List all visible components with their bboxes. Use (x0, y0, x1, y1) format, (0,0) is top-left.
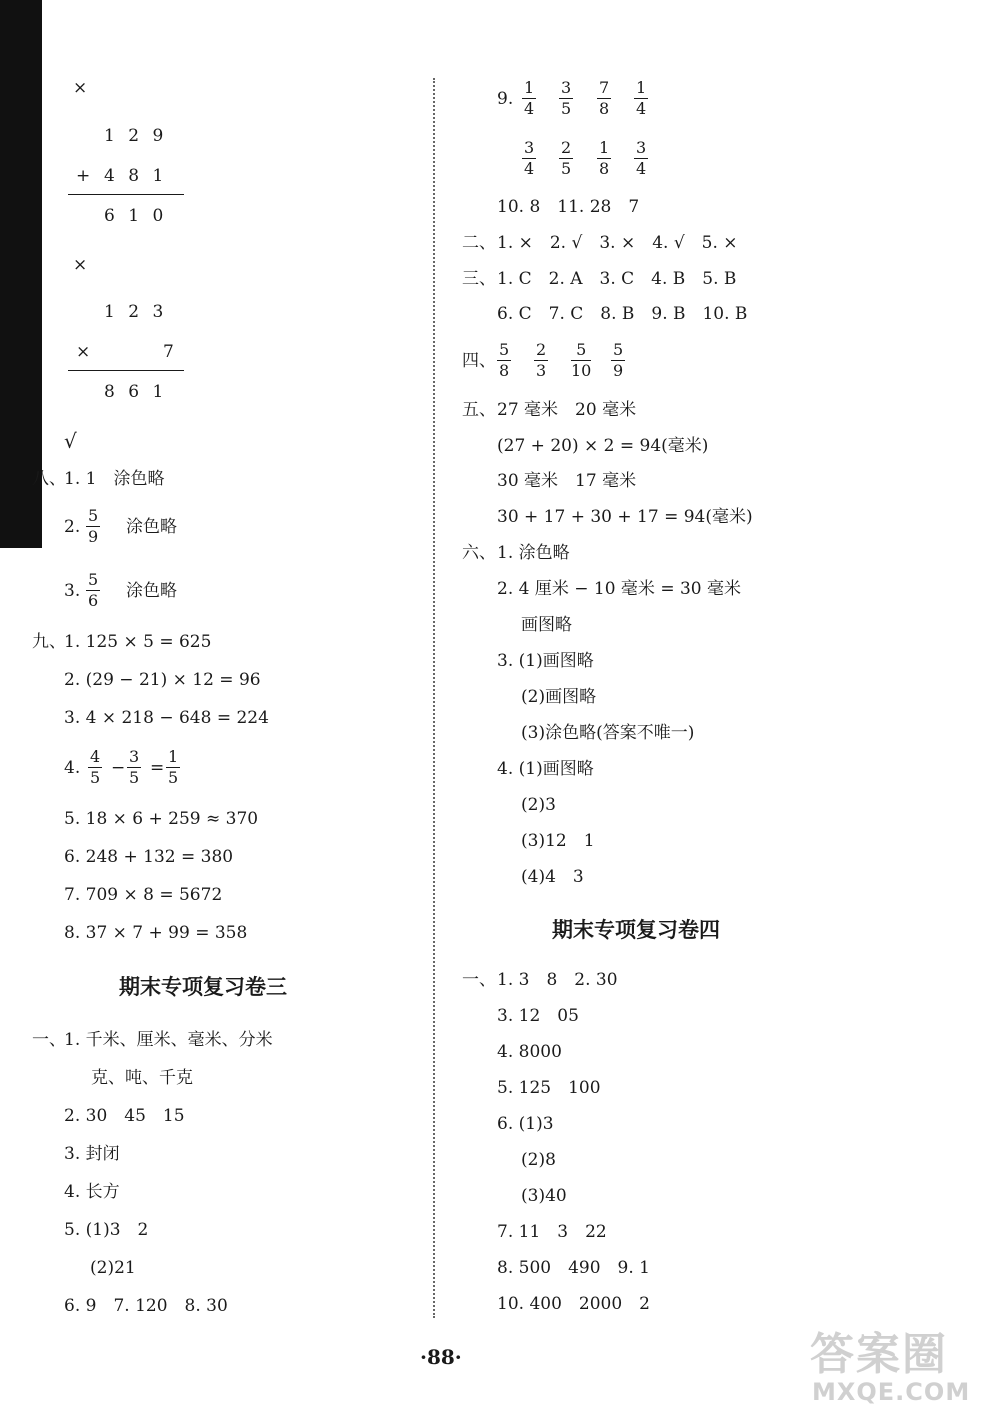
answer-line: (2)3 (521, 795, 556, 815)
calc1-row2: 4 8 1 (104, 166, 168, 186)
answer-line: 1. C 2. A 3. C 4. B 5. B (497, 269, 737, 289)
column-divider (433, 78, 435, 1318)
answer-line: 7. 11 3 22 (497, 1222, 607, 1242)
answer-line: 4. 8000 (497, 1042, 562, 1062)
page-number: ·88· (420, 1345, 462, 1369)
answer-text: 涂色略 (126, 517, 177, 537)
minus-sign: − (111, 758, 126, 778)
answer-line: 6. 248 + 132 = 380 (64, 847, 234, 867)
exam3-title: 期末专项复习卷三 (119, 975, 287, 999)
equals-sign: = (150, 758, 165, 778)
answer-line: 1. 涂色略 (497, 543, 570, 563)
fraction: $\frac{1}{4}$ (636, 78, 647, 118)
section-label: 三、 (462, 269, 496, 289)
answer-line: 4. (1)画图略 (497, 759, 594, 779)
section-label: 八、 (32, 469, 66, 489)
answer-line: 2. 30 45 15 (64, 1106, 185, 1126)
answer-line: 1. × 2. √ 3. × 4. √ 5. × (497, 233, 738, 253)
calc1-row1: 1 2 9 (104, 126, 168, 146)
answer-line: 1. 3 8 2. 30 (497, 970, 618, 990)
calc1-line (68, 194, 184, 195)
section-label: 四、 (462, 351, 496, 371)
fraction: $\frac{5}{8}$ (499, 340, 510, 380)
answer-line: 6. (1)3 (497, 1114, 554, 1134)
fraction: $\frac{3}{5}$ (561, 78, 572, 118)
section-label: 一、 (462, 970, 496, 990)
fraction: $\frac{3}{4}$ (636, 138, 647, 178)
fraction: $\frac{5}{10}$ (571, 340, 592, 380)
answer-line: 3. 封闭 (64, 1144, 120, 1164)
section-label: 九、 (32, 632, 66, 652)
calc2-line (68, 370, 184, 371)
answer-line: (3)40 (521, 1186, 567, 1206)
calc2-result: 8 6 1 (104, 382, 168, 402)
answer-line: 10. 8 11. 28 7 (497, 197, 640, 217)
answer-line: 5. 18 × 6 + 259 ≈ 370 (64, 809, 259, 829)
answer-line: 10. 400 2000 2 (497, 1294, 650, 1314)
answer-line: 3. (1)画图略 (497, 651, 594, 671)
answer-line: 8. 37 × 7 + 99 = 358 (64, 923, 248, 943)
answer-line: (2)画图略 (521, 687, 597, 707)
answer-line: 27 毫米 20 毫米 (497, 400, 637, 420)
answer-line: 6. 9 7. 120 8. 30 (64, 1296, 228, 1316)
answer-line: 4. 长方 (64, 1182, 120, 1202)
answer-line: (3)12 1 (521, 831, 595, 851)
fraction: $\frac{1}{8}$ (599, 138, 610, 178)
calc2-row2: 7 (163, 342, 174, 362)
calc2-operator: × (76, 342, 91, 362)
answer-line: 8. 500 490 9. 1 (497, 1258, 650, 1278)
answer-line: 1. 1 涂色略 (64, 469, 165, 489)
section-label: 二、 (462, 233, 496, 253)
fraction: $\frac{2}{5}$ (561, 138, 572, 178)
answer-line: 30 毫米 17 毫米 (497, 471, 637, 491)
answer-line: 2. 4 厘米 − 10 毫米 = 30 毫米 (497, 579, 742, 599)
fraction: $\frac{7}{8}$ (599, 78, 610, 118)
answer-line: 30 + 17 + 30 + 17 = 94(毫米) (497, 507, 753, 527)
wrong-mark: × (73, 78, 88, 98)
fraction: $\frac{2}{3}$ (536, 340, 547, 380)
exam4-title: 期末专项复习卷四 (552, 918, 720, 942)
calc1-result: 6 1 0 (104, 206, 168, 226)
fraction: $\frac{5}{9}$ (613, 340, 624, 380)
answer-line: 3. 12 05 (497, 1006, 579, 1026)
answer-line: 5. (1)3 2 (64, 1220, 149, 1240)
answer-line: 1. 千米、厘米、毫米、分米 (64, 1030, 273, 1050)
answer-line: 3. 4 × 218 − 648 = 224 (64, 708, 269, 728)
answer-line: (4)4 3 (521, 867, 584, 887)
answer-number: 9. (497, 89, 514, 109)
answer-line: (2)21 (90, 1258, 136, 1278)
fraction: $\frac{4}{5}$ (90, 747, 101, 787)
section-label: 六、 (462, 543, 496, 563)
answer-line: 1. 125 × 5 = 625 (64, 632, 212, 652)
calc1-operator: + (76, 166, 91, 186)
answer-line: (3)涂色略(答案不唯一) (521, 723, 695, 743)
fraction: $\frac{5}{9}$ (88, 506, 99, 546)
answer-line: 画图略 (521, 615, 572, 635)
calc2-row1: 1 2 3 (104, 302, 168, 322)
fraction: $\frac{3}{4}$ (524, 138, 535, 178)
answer-line: (2)8 (521, 1150, 556, 1170)
watermark-logo: 答案圈 (810, 1329, 948, 1380)
wrong-mark: × (73, 255, 88, 275)
answer-line: 6. C 7. C 8. B 9. B 10. B (497, 304, 748, 324)
answer-number: 2. (64, 517, 81, 537)
check-mark: √ (64, 429, 77, 453)
answer-number: 3. (64, 581, 81, 601)
answer-line: 2. (29 − 21) × 12 = 96 (64, 670, 261, 690)
fraction: $\frac{1}{5}$ (168, 747, 179, 787)
answer-text: 涂色略 (126, 581, 177, 601)
section-label: 一、 (32, 1030, 66, 1050)
answer-line: 7. 709 × 8 = 5672 (64, 885, 223, 905)
section-label: 五、 (462, 400, 496, 420)
binding-edge (0, 0, 42, 548)
answer-line: (27 + 20) × 2 = 94(毫米) (497, 436, 709, 456)
fraction: $\frac{5}{6}$ (88, 570, 99, 610)
answer-number: 4. (64, 758, 81, 778)
answer-line: 克、吨、千克 (91, 1068, 193, 1088)
fraction: $\frac{3}{5}$ (129, 747, 140, 787)
watermark-url: MXQE.COM (812, 1378, 971, 1406)
fraction: $\frac{1}{4}$ (524, 78, 535, 118)
answer-line: 5. 125 100 (497, 1078, 601, 1098)
